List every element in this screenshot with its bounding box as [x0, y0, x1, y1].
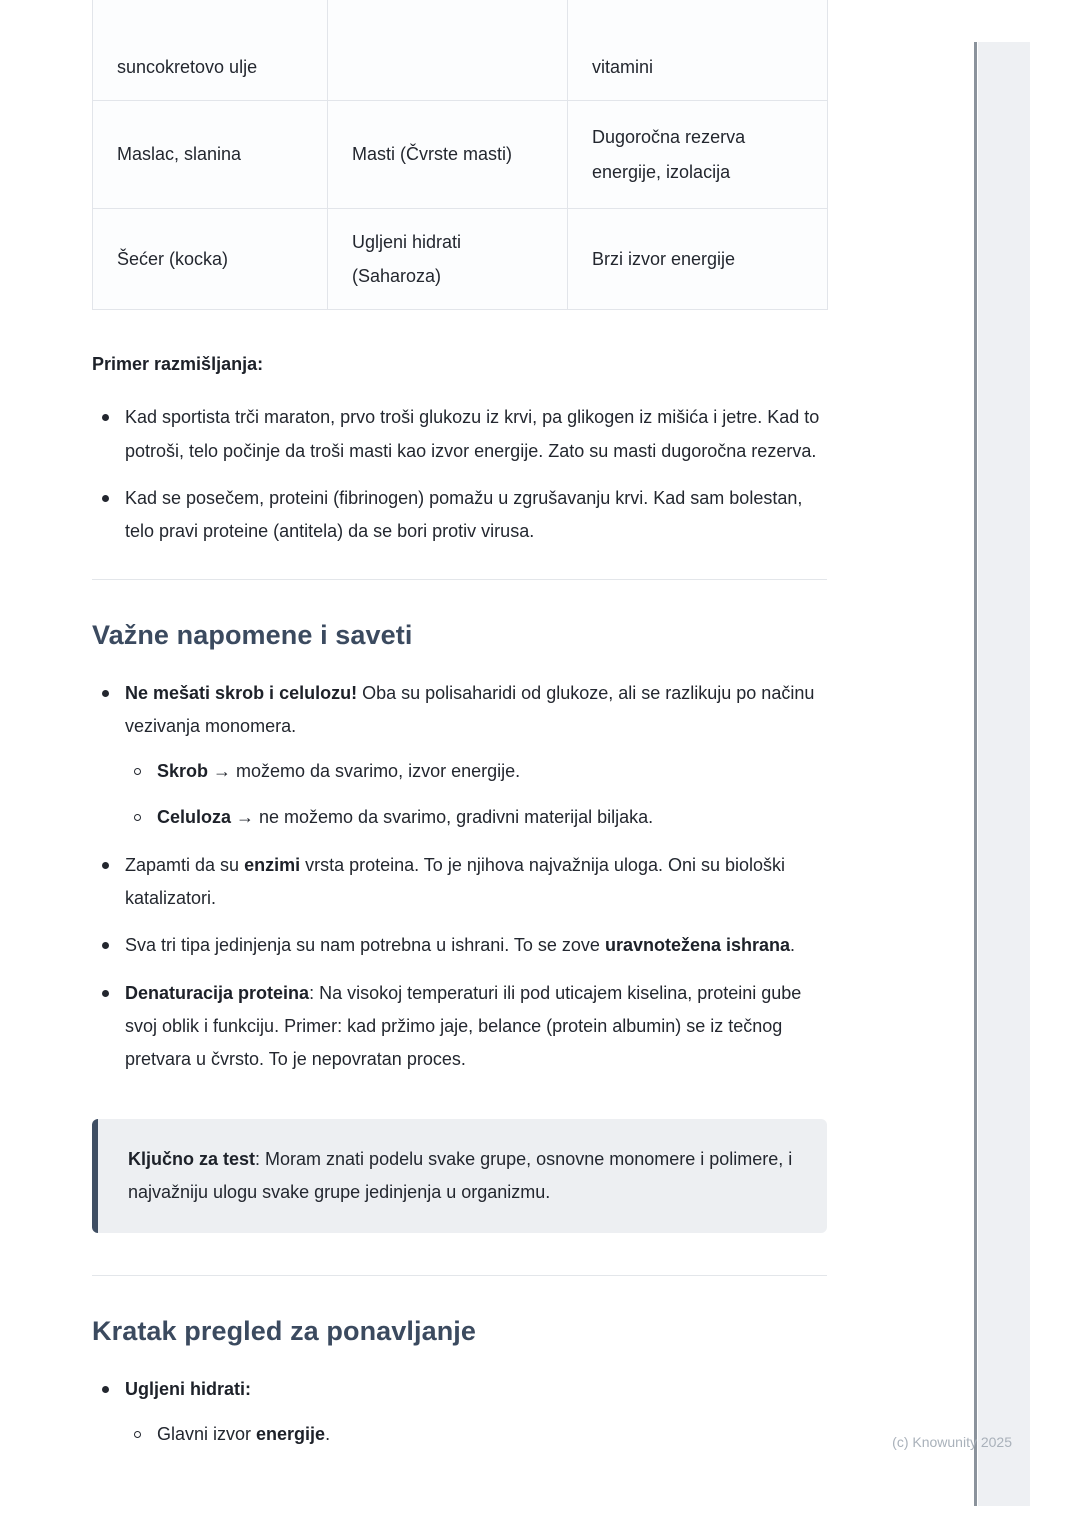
key-for-test-callout	[92, 1119, 827, 1234]
bullet-icon	[102, 990, 109, 997]
list-item-text: Zapamti da su enzimi vrsta proteina. To je njihova najvažnija uloga. Oni su biološki katalizatori.	[125, 854, 786, 909]
table-cell: Maslac, slanina	[93, 101, 328, 209]
list-item	[92, 677, 828, 835]
food-examples-table	[92, 0, 828, 310]
callout-text: Ključno za test: Moram znati podelu svake grupe, osnovne monomere i polimere, i najvažniju ulogu svake grupe jedinjenja u organizmu.	[128, 1148, 793, 1202]
hollow-bullet-icon	[134, 768, 141, 775]
table-row	[93, 0, 828, 101]
list-item-text: Skrob → možemo da svarimo, izvor energije.	[157, 761, 521, 782]
thinking-example-list	[92, 401, 828, 548]
table-row	[93, 209, 828, 310]
list-item-text: Kad se posečem, proteini (fibrinogen) pomažu u zgrušavanju krvi. Kad sam bolestan, telo pravi proteine (antitela) da se bori protiv virusa.	[125, 487, 803, 542]
bullet-icon	[102, 862, 109, 869]
list-item-text: Sva tri tipa jedinjenja su nam potrebna u ishrani. To se zove uravnotežena ishrana.	[125, 935, 796, 956]
review-section-heading: Kratak pregled za ponavljanje	[92, 1316, 477, 1347]
scrollbar-thumb[interactable]	[974, 42, 977, 1506]
table-row	[93, 101, 828, 209]
list-item	[92, 849, 828, 916]
scrollbar-track[interactable]	[978, 42, 1030, 1506]
table-cell: vitamini	[568, 0, 828, 101]
table-cell: Ugljeni hidrati (Saharoza)	[328, 209, 568, 310]
list-item	[92, 977, 828, 1077]
nested-list	[125, 1418, 828, 1451]
notes-list	[92, 677, 828, 1077]
list-item	[92, 482, 828, 549]
list-item	[92, 401, 828, 468]
list-item	[125, 801, 828, 834]
document-content	[92, 0, 828, 1466]
bullet-icon	[102, 690, 109, 697]
hollow-bullet-icon	[134, 814, 141, 821]
section-divider	[92, 1275, 827, 1276]
list-item	[125, 755, 828, 788]
table-cell: Brzi izvor energije	[568, 209, 828, 310]
table-cell: suncokretovo ulje	[93, 0, 328, 101]
bullet-icon	[102, 495, 109, 502]
nested-list	[125, 755, 828, 835]
bullet-icon	[102, 942, 109, 949]
thinking-example-title: Primer razmišljanja:	[92, 354, 264, 375]
list-item	[92, 1373, 828, 1452]
notes-section-heading: Važne napomene i saveti	[92, 619, 413, 650]
table-cell: Dugoročna rezerva energije, izolacija	[568, 101, 828, 209]
list-item-text: Ne mešati skrob i celulozu! Oba su polisaharidi od glukoze, ali se razlikuju po načinu vezivanja monomera.	[125, 682, 815, 736]
list-item-text: Ugljeni hidrati:	[125, 1379, 251, 1400]
list-item	[125, 1418, 828, 1451]
section-divider	[92, 579, 827, 580]
list-item-text: Glavni izvor energije.	[157, 1424, 331, 1445]
table-cell	[328, 0, 568, 101]
bullet-icon	[102, 414, 109, 421]
list-item-text: Celuloza → ne možemo da svarimo, gradivni materijal biljaka.	[157, 807, 654, 828]
watermark-footer: (c) Knowunity 2025	[892, 1434, 1012, 1450]
list-item	[92, 929, 828, 962]
list-item-text: Kad sportista trči maraton, prvo troši glukozu iz krvi, pa glikogen iz mišića i jetre. Kad to potroši, telo počinje da troši masti kao izvor energije. Zato su masti dugoročna rezerva.	[125, 407, 820, 461]
list-item-text: Denaturacija proteina: Na visokoj temperaturi ili pod uticajem kiselina, proteini gube svoj oblik i funkciju. Primer: kad pržimo jaje, belance (protein albumin) se iz tečnog pretvara u čvrsto. To je nepovratan proces.	[125, 982, 802, 1070]
review-list	[92, 1373, 828, 1452]
bullet-icon	[102, 1386, 109, 1393]
table-cell: Šećer (kocka)	[93, 209, 328, 310]
hollow-bullet-icon	[134, 1431, 141, 1438]
table-cell: Masti (Čvrste masti)	[328, 101, 568, 209]
